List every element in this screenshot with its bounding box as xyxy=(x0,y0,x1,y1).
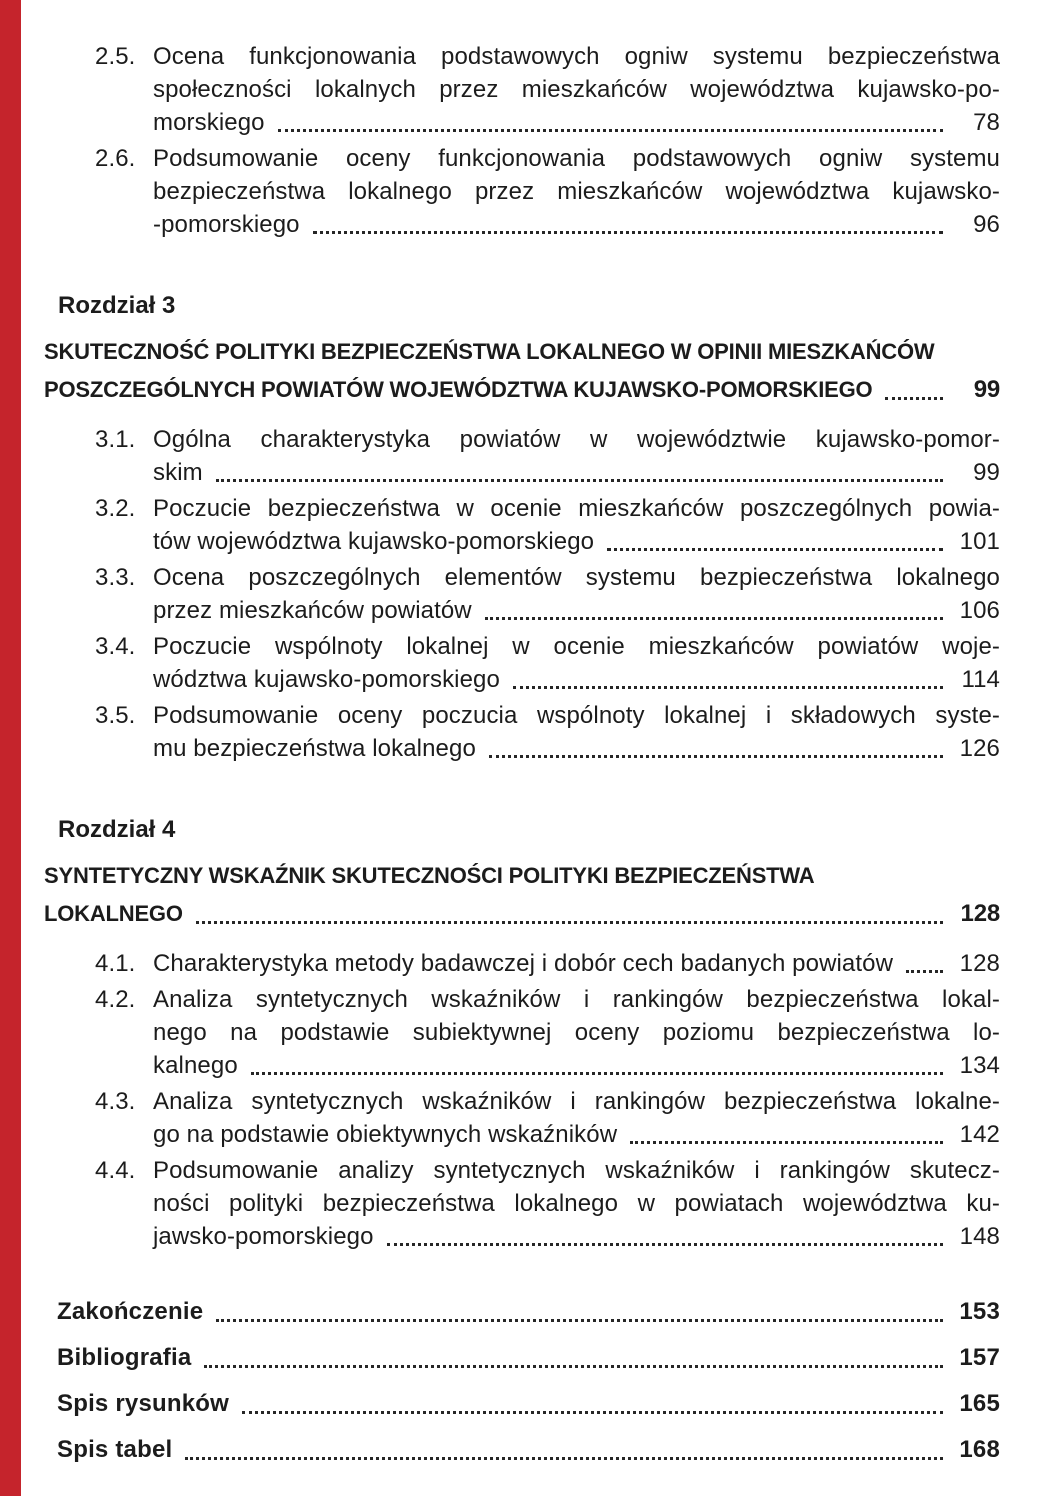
toc-item-line: nego na podstawie subiektywnej oceny poziomu bezpieczeństwa lo- xyxy=(153,1019,1000,1046)
toc-item-text xyxy=(153,1154,1000,1253)
toc-item-page-number: 99 xyxy=(973,459,1000,486)
dot-leader xyxy=(872,371,956,409)
dot-leader xyxy=(203,1297,956,1327)
toc-item-number: 4.3. xyxy=(95,1088,136,1115)
toc-chapter xyxy=(44,815,1000,933)
toc-item-page-number: 96 xyxy=(973,211,1000,238)
chapter-title-line: SYNTETYCZNY WSKAŹNIK SKUTECZNOŚCI POLITYKI BEZPIECZEŃSTWA xyxy=(44,863,815,888)
toc-item-line: ności polityki bezpieczeństwa lokalnego w powiatach województwa ku- xyxy=(153,1190,1000,1217)
toc-item-number: 3.2. xyxy=(95,495,136,522)
toc-item-line: Podsumowanie analizy syntetycznych wskaźników i rankingów skutecz- xyxy=(153,1157,1000,1184)
dot-leader xyxy=(300,208,956,241)
toc-item-page-number: 78 xyxy=(973,109,1000,136)
toc-item-page-number: 128 xyxy=(959,950,1000,977)
dot-leader xyxy=(172,1435,956,1465)
toc-item-line: Ocena funkcjonowania podstawowych ogniw systemu bezpieczeństwa xyxy=(153,43,1000,70)
toc-item xyxy=(95,142,1000,241)
toc-item-number: 4.2. xyxy=(95,986,136,1013)
toc-item xyxy=(95,983,1000,1082)
toc-item-page-number: 148 xyxy=(959,1223,1000,1250)
toc-item-number: 2.5. xyxy=(95,43,136,70)
toc-item-number: 4.1. xyxy=(95,950,136,977)
toc-item-text xyxy=(153,492,1000,558)
dot-leader xyxy=(617,1118,956,1151)
toc-item-text xyxy=(153,561,1000,627)
toc-item-lastline xyxy=(153,947,1000,980)
toc-item-number: 3.5. xyxy=(95,702,136,729)
toc-item-page-number: 134 xyxy=(959,1052,1000,1079)
toc-item xyxy=(95,423,1000,489)
toc-item-lastline-text: morskiego xyxy=(153,109,265,136)
toc-item-text xyxy=(153,40,1000,139)
chapter-title xyxy=(44,333,1000,409)
dot-leader xyxy=(893,947,956,980)
toc-item xyxy=(95,1154,1000,1253)
backmatter-entry xyxy=(57,1435,1000,1465)
toc-item-lastline-text: przez mieszkańców powiatów xyxy=(153,597,472,624)
toc-item-page-number: 101 xyxy=(959,528,1000,555)
chapter-label: Rozdział 4 xyxy=(58,816,176,843)
toc-item-number: 4.4. xyxy=(95,1157,136,1184)
toc-item-line: Ogólna charakterystyka powiatów w województwie kujawsko-pomor- xyxy=(153,426,1000,453)
toc-item-lastline xyxy=(153,525,1000,558)
toc-item-number: 3.4. xyxy=(95,633,136,660)
toc-item-lastline xyxy=(153,663,1000,696)
toc-item-lastline-text: wództwa kujawsko-pomorskiego xyxy=(153,666,500,693)
dot-leader xyxy=(265,106,956,139)
toc-item-text xyxy=(153,699,1000,765)
toc-item-line: Podsumowanie oceny poczucia wspólnoty lokalnej i składowych syste- xyxy=(153,702,1000,729)
toc-item-lastline-text: Charakterystyka metody badawczej i dobór cech badanych powiatów xyxy=(153,950,894,977)
toc-item xyxy=(95,630,1000,696)
toc-item-lastline xyxy=(153,1220,1000,1253)
toc-item xyxy=(95,947,1000,980)
dot-leader xyxy=(229,1389,956,1419)
chapter-page-number: 128 xyxy=(960,900,1000,927)
toc-item-text xyxy=(153,142,1000,241)
dot-leader xyxy=(476,732,956,765)
toc-item-lastline xyxy=(153,1049,1000,1082)
toc-content xyxy=(0,40,1000,1481)
backmatter-entry xyxy=(57,1297,1000,1327)
toc-item-number: 3.3. xyxy=(95,564,136,591)
toc-item-text xyxy=(153,983,1000,1082)
toc-item-page-number: 142 xyxy=(959,1121,1000,1148)
backmatter-page-number: 153 xyxy=(959,1298,1000,1325)
toc-item-line: bezpieczeństwa lokalnego przez mieszkańców województwa kujawsko- xyxy=(153,178,1000,205)
toc-item-lastline xyxy=(153,456,1000,489)
toc-item xyxy=(95,699,1000,765)
toc-item-page-number: 126 xyxy=(959,735,1000,762)
dot-leader xyxy=(191,1343,956,1373)
toc-item-page-number: 114 xyxy=(961,666,1000,693)
chapter-title xyxy=(44,857,1000,933)
chapter-title-lastline xyxy=(44,895,1000,933)
chapter-label: Rozdział 3 xyxy=(58,292,176,319)
dot-leader xyxy=(203,456,956,489)
chapter-page-number: 99 xyxy=(973,376,1000,403)
chapter-title-lastline-text: POSZCZEGÓLNYCH POWIATÓW WOJEWÓDZTWA KUJAWSKO-POMORSKIEGO xyxy=(44,377,873,402)
toc-item xyxy=(95,561,1000,627)
backmatter-entry xyxy=(57,1343,1000,1373)
backmatter-page-number: 157 xyxy=(959,1344,1000,1371)
dot-leader xyxy=(374,1220,956,1253)
toc-item-line: Podsumowanie oceny funkcjonowania podstawowych ogniw systemu xyxy=(153,145,1000,172)
backmatter-entry-label: Bibliografia xyxy=(57,1344,192,1371)
toc-item xyxy=(95,40,1000,139)
toc-item-text xyxy=(153,1085,1000,1151)
toc-item-text xyxy=(153,423,1000,489)
toc-item-line: społeczności lokalnych przez mieszkańców województwa kujawsko-po- xyxy=(153,76,1000,103)
toc-item-lastline-text: tów województwa kujawsko-pomorskiego xyxy=(153,528,595,555)
dot-leader xyxy=(183,895,956,933)
backmatter-entry xyxy=(57,1389,1000,1419)
toc-item-lastline-text: -pomorskiego xyxy=(153,211,300,238)
toc-item xyxy=(95,492,1000,558)
backmatter-entry-label: Spis tabel xyxy=(57,1436,173,1463)
toc-item-lastline-text: jawsko-pomorskiego xyxy=(153,1223,374,1250)
toc-chapter xyxy=(44,291,1000,409)
toc-item-number: 3.1. xyxy=(95,426,136,453)
chapter-title-lastline xyxy=(44,371,1000,409)
toc-item-lastline xyxy=(153,106,1000,139)
toc-item-lastline xyxy=(153,594,1000,627)
backmatter-entry-label: Zakończenie xyxy=(57,1298,204,1325)
toc-item-line: Analiza syntetycznych wskaźników i rankingów bezpieczeństwa lokalne- xyxy=(153,1088,1000,1115)
toc-item-page-number: 106 xyxy=(959,597,1000,624)
toc-item-lastline xyxy=(153,1118,1000,1151)
dot-leader xyxy=(238,1049,956,1082)
toc-item-lastline-text: kalnego xyxy=(153,1052,238,1079)
toc-item-line: Poczucie bezpieczeństwa w ocenie mieszkańców poszczególnych powia- xyxy=(153,495,1000,522)
backmatter-page-number: 165 xyxy=(959,1390,1000,1417)
toc-item-number: 2.6. xyxy=(95,145,136,172)
toc-item-lastline xyxy=(153,208,1000,241)
toc-item-line: Poczucie wspólnoty lokalnej w ocenie mieszkańców powiatów woje- xyxy=(153,633,1000,660)
backmatter-page-number: 168 xyxy=(959,1436,1000,1463)
backmatter-section xyxy=(0,1297,1000,1465)
toc-item-lastline-text: skim xyxy=(153,459,203,486)
backmatter-entry-label: Spis rysunków xyxy=(57,1390,229,1417)
chapter-title-lastline-text: LOKALNEGO xyxy=(44,901,183,926)
toc-item-lastline-text: go na podstawie obiektywnych wskaźników xyxy=(153,1121,618,1148)
toc-item-line: Ocena poszczególnych elementów systemu bezpieczeństwa lokalnego xyxy=(153,564,1000,591)
toc-item xyxy=(95,1085,1000,1151)
dot-leader xyxy=(594,525,956,558)
toc-item-text xyxy=(153,630,1000,696)
dot-leader xyxy=(500,663,956,696)
toc-item-text xyxy=(153,947,1000,980)
toc-item-lastline xyxy=(153,732,1000,765)
toc-item-line: Analiza syntetycznych wskaźników i rankingów bezpieczeństwa lokal- xyxy=(153,986,1000,1013)
dot-leader xyxy=(472,594,956,627)
toc-item-lastline-text: mu bezpieczeństwa lokalnego xyxy=(153,735,476,762)
chapter-title-line: SKUTECZNOŚĆ POLITYKI BEZPIECZEŃSTWA LOKALNEGO W OPINII MIESZKAŃCÓW xyxy=(44,339,935,364)
